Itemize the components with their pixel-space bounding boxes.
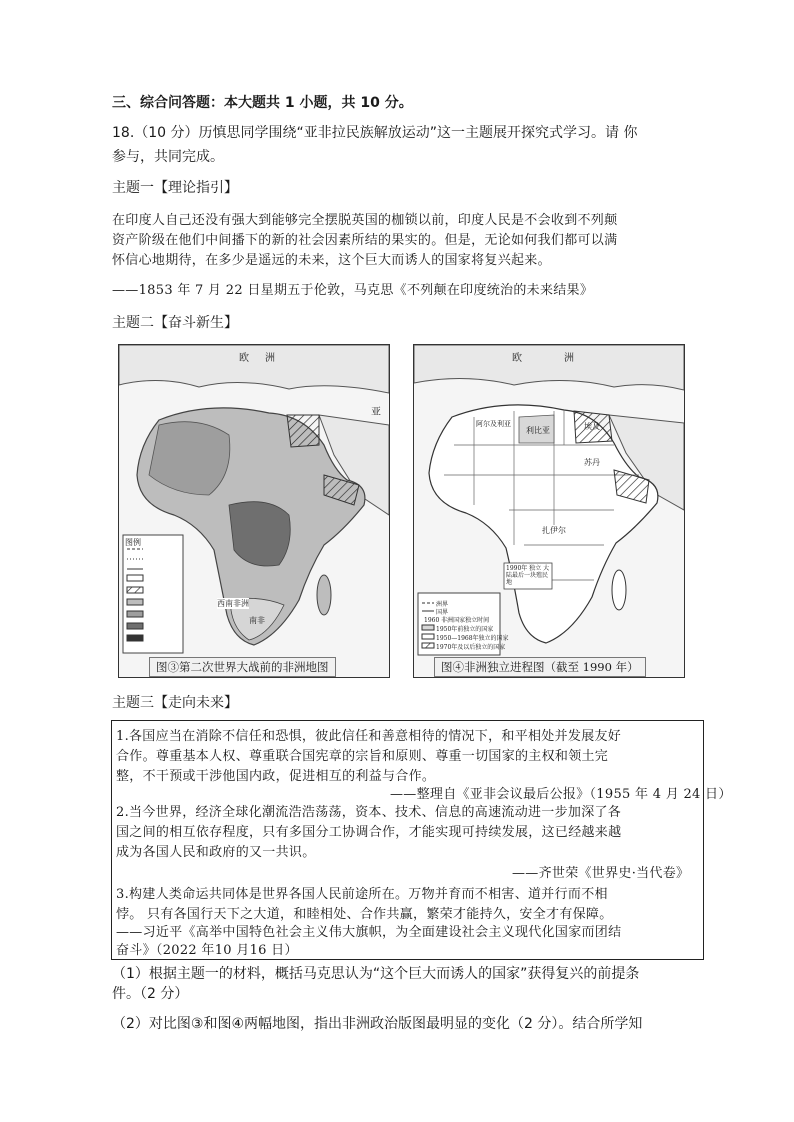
theme1-source: ——1853 年 7 月 22 日星期五于伦敦，马克思《不列颠在印度统治的未来结果》 xyxy=(112,283,594,298)
map3-label-south-africa: 南非 xyxy=(249,616,265,625)
map4-label-europe-1: 欧 xyxy=(512,353,522,364)
map4-label-egypt: 埃及 xyxy=(584,422,600,431)
map-4-africa-independence xyxy=(413,344,685,678)
m3-line-2: 悖。 只有各国行天下之大道，和睦相处、合作共赢，繁荣才能持久，安全才有保障。 xyxy=(116,907,613,922)
map4-legend-4: 1950年前独立的国家 xyxy=(436,626,494,633)
map3-label-asia: 亚 xyxy=(371,407,381,418)
map3-label-sw-africa: 西南非洲 xyxy=(217,599,249,608)
theme1-quote-line-1: 在印度人自己还没有强大到能够完全摆脱英国的枷锁以前，印度人民是不会收到不列颠 xyxy=(112,213,618,228)
m3-line-4: 奋斗》（2022 年10 月16 日） xyxy=(116,943,298,958)
map3-label-europe-2: 洲 xyxy=(265,353,275,364)
map4-legend-2: 国界 xyxy=(436,609,449,616)
m3-line-1: 3.构建人类命运共同体是世界各国人民前途所在。万物并育而不相害、道并行而不相 xyxy=(116,887,608,902)
m2-line-3: 成为各国人民和政府的又一共识。 xyxy=(116,845,316,860)
map4-label-algeria: 阿尔及利亚 xyxy=(476,420,511,428)
theme1-quote-line-3: 怀信心地期待，在多少是遥远的未来，这个巨大而诱人的国家将复兴起来。 xyxy=(112,253,551,268)
map4-label-sudan: 苏丹 xyxy=(584,458,600,467)
q1-line-1: （1）根据主题一的材料，概括马克思认为“这个巨大而诱人的国家”获得复兴的前提条 xyxy=(112,966,640,982)
m1-source: ——整理自《亚非会议最后公报》（1955 年 4 月 24 日） xyxy=(390,787,732,802)
theme3-title: 主题三【走向未来】 xyxy=(112,695,238,711)
section-title: 三、综合问答题：本大题共 1 小题，共 10 分。 xyxy=(112,95,413,111)
map4-label-zaire: 扎伊尔 xyxy=(542,526,566,535)
map4-note: 1990年 独立 大陆最后一块殖民地 xyxy=(506,565,550,586)
theme1-title: 主题一【理论指引】 xyxy=(112,180,238,196)
m1-line-3: 整，不干预或干涉他国内政，促进相互的利益与合作。 xyxy=(116,769,436,784)
q1-line-2: 件。（2 分） xyxy=(112,986,189,1002)
theme2-title: 主题二【奋斗新生】 xyxy=(112,315,238,331)
m1-line-1: 1.各国应当在消除不信任和恐惧，彼此信任和善意相待的情况下，和平相处并发展友好 xyxy=(116,729,622,744)
m2-line-2: 国之间的相互依存程度，只有多国分工协调合作，才能实现可持续发展，这已经越来越 xyxy=(116,825,622,840)
map3-label-europe-1: 欧 xyxy=(239,353,249,364)
m2-line-1: 2.当今世界，经济全球化潮流浩浩荡荡，资本、技术、信息的高速流动进一步加深了各 xyxy=(116,805,622,820)
question-line-2: 参与，共同完成。 xyxy=(112,149,224,165)
m3-line-3: ——习近平《高举中国特色社会主义伟大旗帜，为全面建设社会主义现代化国家而团结 xyxy=(116,925,622,940)
theme1-quote-line-2: 资产阶级在他们中间播下的新的社会因素所结的果实的。但是，无论如何我们都可以满 xyxy=(112,233,618,248)
m1-line-2: 合作。尊重基本人权、尊重联合国宪章的宗旨和原则、尊重一切国家的主权和领土完 xyxy=(116,749,609,764)
q2-line-1: （2）对比图③和图④两幅地图，指出非洲政治版图最明显的变化（2 分）。结合所学知 xyxy=(112,1016,643,1032)
map4-legend-5: 1950—1968年独立的国家 xyxy=(436,635,509,642)
map-3-africa-pre-ww2 xyxy=(118,344,390,678)
map4-legend-6: 1970年及以后独立的国家 xyxy=(436,644,506,651)
m2-source: ——齐世荣《世界史·当代卷》 xyxy=(512,866,690,881)
map4-legend-3: 1960 非洲国家独立时间 xyxy=(424,617,490,624)
map4-legend-1: 洲界 xyxy=(436,601,449,608)
map4-caption: 图④非洲独立进程图（截至 1990 年） xyxy=(434,657,646,677)
map-3-svg xyxy=(119,345,389,677)
question-line-1: 18.（10 分）历慎思同学围绕“亚非拉民族解放运动”这一主题展开探究式学习。请 你 xyxy=(112,125,638,141)
map4-label-europe-2: 洲 xyxy=(564,353,574,364)
map3-legend-title: 图例 xyxy=(125,538,141,547)
map3-caption: 图③第二次世界大战前的非洲地图 xyxy=(149,657,336,677)
map4-label-libya: 利比亚 xyxy=(526,426,550,435)
